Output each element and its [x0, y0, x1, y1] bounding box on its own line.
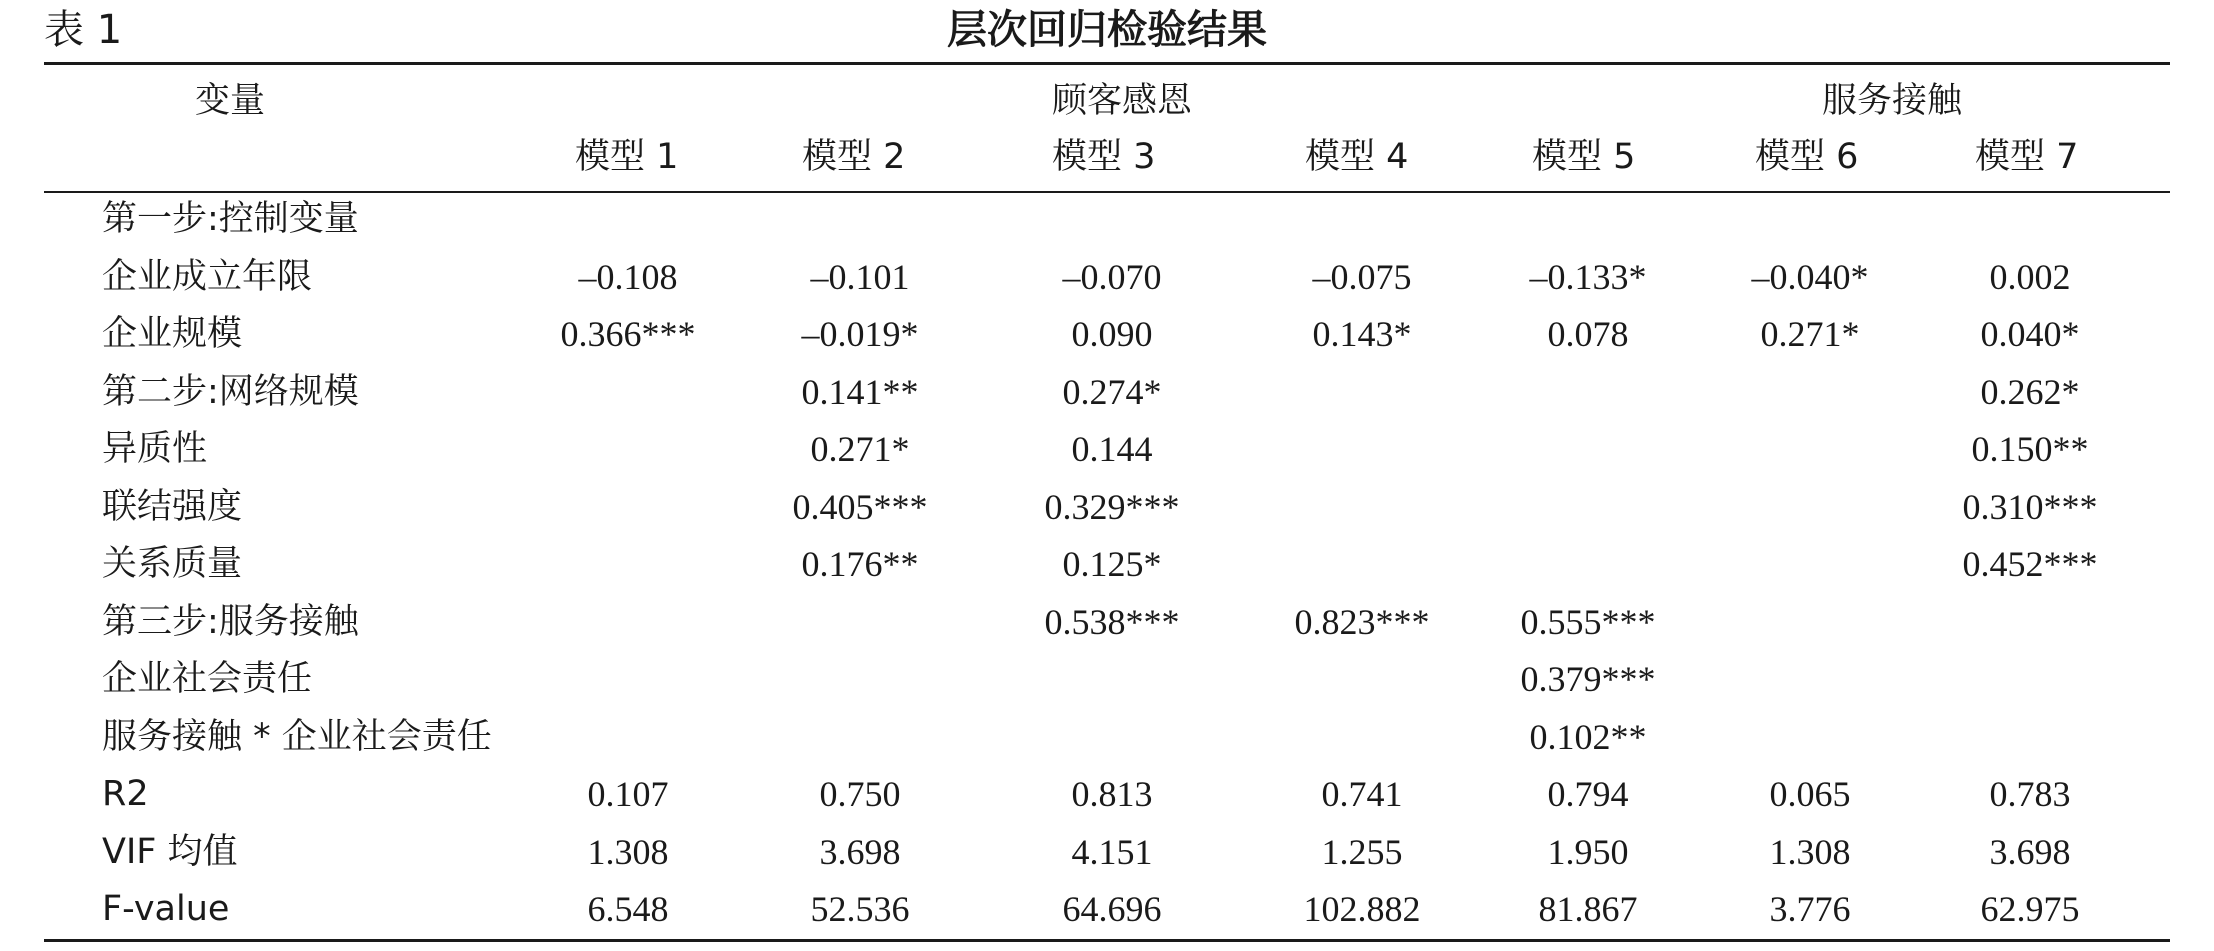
cell-model-2: 0.405***	[792, 486, 928, 527]
cell-model-6: –0.040*	[1751, 256, 1869, 297]
cell-model-4: 102.882	[1303, 889, 1421, 929]
cell-model-4: –0.075	[1312, 256, 1412, 297]
row-label: 第三步:服务接触	[102, 601, 359, 642]
cell-model-7: 0.150**	[1971, 429, 2089, 469]
cell-model-3: 0.090	[1071, 314, 1153, 354]
cell-model-3: 0.329***	[1044, 486, 1180, 527]
cell-model-4: 0.143*	[1312, 314, 1412, 354]
header-model-4: 模型 4	[1305, 137, 1409, 177]
cell-model-2: 0.141**	[801, 371, 919, 412]
cell-model-2: 0.271*	[810, 429, 910, 469]
cell-model-7: 0.002	[1989, 256, 2071, 297]
cell-model-3: 0.125*	[1062, 544, 1162, 584]
cell-model-5: 0.794	[1547, 774, 1629, 814]
cell-model-6: 0.065	[1769, 774, 1851, 814]
cell-model-7: 62.975	[1980, 889, 2080, 929]
cell-model-3: 0.813	[1071, 774, 1153, 814]
row-label: 关系质量	[102, 544, 243, 584]
cell-model-5: 0.102**	[1529, 716, 1647, 757]
row-label: 联结强度	[102, 486, 243, 527]
header-variable: 变量	[195, 81, 266, 121]
header-group-customer-gratitude: 顾客感恩	[1052, 81, 1193, 121]
cell-model-7: 0.452***	[1962, 544, 2098, 584]
cell-model-3: 4.151	[1071, 831, 1153, 872]
header-model-7: 模型 7	[1975, 137, 2079, 177]
cell-model-3: 0.144	[1071, 429, 1153, 469]
row-label: 服务接触 * 企业社会责任	[102, 716, 492, 757]
cell-model-3: –0.070	[1062, 256, 1162, 297]
cell-model-2: 3.698	[819, 831, 901, 872]
cell-model-6: 3.776	[1769, 889, 1851, 929]
cell-model-3: 0.274*	[1062, 371, 1162, 412]
row-label: 企业规模	[102, 314, 243, 354]
cell-model-5: 81.867	[1538, 889, 1638, 929]
cell-model-6: 1.308	[1769, 831, 1851, 872]
header-model-3: 模型 3	[1052, 137, 1156, 177]
cell-model-7: 0.783	[1989, 774, 2071, 814]
cell-model-1: 0.107	[587, 774, 669, 814]
table-caption-label: 表 1	[44, 7, 123, 53]
cell-model-1: 0.366***	[560, 314, 696, 354]
cell-model-5: 0.078	[1547, 314, 1629, 354]
cell-model-3: 64.696	[1062, 889, 1162, 929]
top-rule	[44, 62, 2170, 65]
header-model-6: 模型 6	[1755, 137, 1859, 177]
cell-model-7: 0.310***	[1962, 486, 2098, 527]
cell-model-7: 0.040*	[1980, 314, 2080, 354]
row-label: 第二步:网络规模	[102, 371, 359, 412]
header-model-1: 模型 1	[575, 137, 679, 177]
cell-model-1: 6.548	[587, 889, 669, 929]
row-label: VIF 均值	[102, 831, 238, 872]
cell-model-4: 1.255	[1321, 831, 1403, 872]
cell-model-7: 0.262*	[1980, 371, 2080, 412]
cell-model-4: 0.741	[1321, 774, 1403, 814]
row-label: R2	[102, 774, 149, 814]
cell-model-1: 1.308	[587, 831, 669, 872]
cell-model-2: 52.536	[810, 889, 910, 929]
cell-model-5: 1.950	[1547, 831, 1629, 872]
cell-model-1: –0.108	[578, 256, 678, 297]
table-caption-title: 层次回归检验结果	[947, 7, 1267, 53]
header-model-5: 模型 5	[1532, 137, 1636, 177]
row-label: F-value	[102, 889, 230, 929]
cell-model-2: 0.750	[819, 774, 901, 814]
cell-model-5: 0.555***	[1520, 601, 1656, 642]
cell-model-4: 0.823***	[1294, 601, 1430, 642]
row-label: 第一步:控制变量	[102, 199, 359, 239]
row-label: 异质性	[102, 429, 208, 469]
cell-model-6: 0.271*	[1760, 314, 1860, 354]
row-label: 企业社会责任	[102, 659, 313, 699]
cell-model-7: 3.698	[1989, 831, 2071, 872]
row-label: 企业成立年限	[102, 256, 313, 297]
cell-model-5: –0.133*	[1529, 256, 1647, 297]
cell-model-2: 0.176**	[801, 544, 919, 584]
cell-model-2: –0.101	[810, 256, 910, 297]
cell-model-3: 0.538***	[1044, 601, 1180, 642]
header-group-service-contact: 服务接触	[1822, 81, 1963, 121]
cell-model-2: –0.019*	[801, 314, 919, 354]
cell-model-5: 0.379***	[1520, 659, 1656, 699]
header-model-2: 模型 2	[802, 137, 906, 177]
header-rule	[44, 191, 2170, 193]
bottom-rule	[44, 939, 2170, 942]
